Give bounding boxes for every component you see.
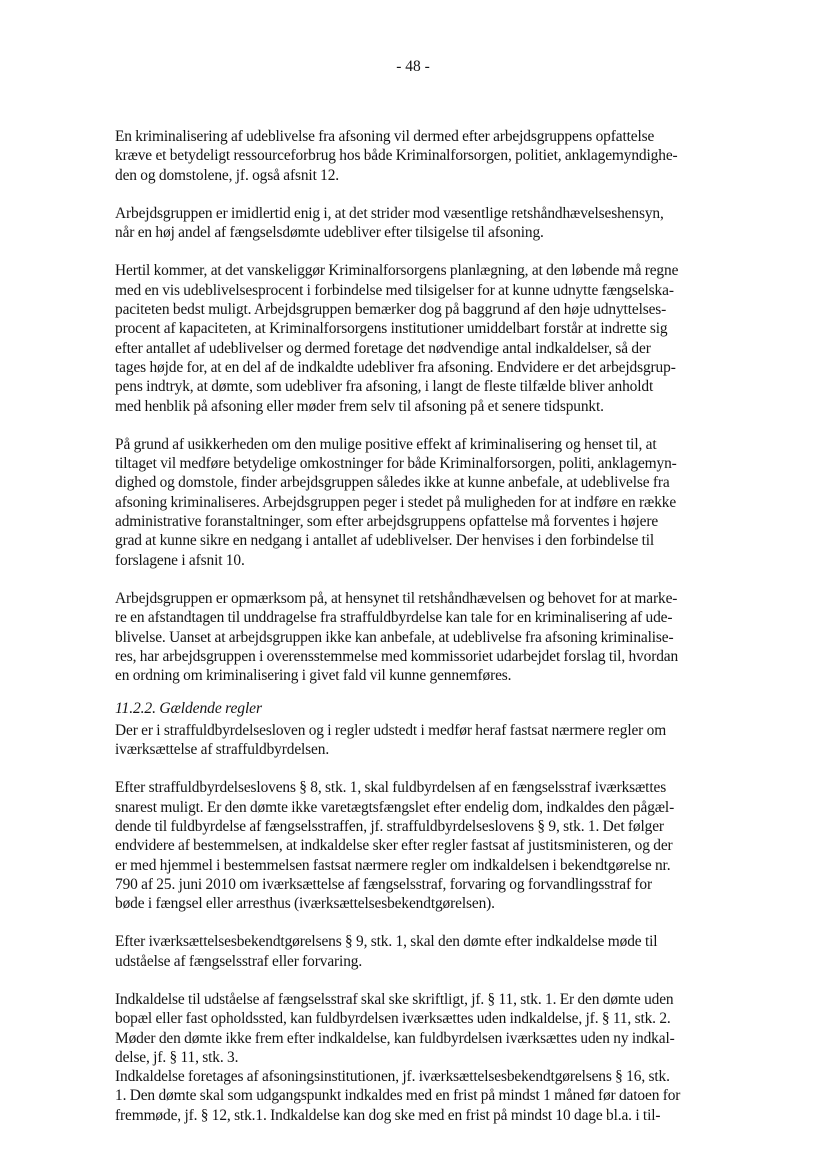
paragraph-9: Indkaldelse til udståelse af fængselsstraf skal ske skriftligt, jf. § 11, stk. 1. Er den dømte uden bopæl eller fast opholdssted, kan fuldbyrdelsen iværksættes uden indkaldelse, jf. § 11, stk. 2. Møder den dømte ikke frem efter indkaldelse, kan fuldbyrdelsen iværksættes uden ny indkal- delse, jf. § 11, stk. 3. (115, 990, 675, 1066)
paragraph-1: En kriminalisering af udeblivelse fra afsoning vil dermed efter arbejdsgruppens opfattelse kræve et betydeligt ressourceforbrug hos både Kriminalforsorgen, politiet, anklagemyndighe- den og domstolene, jf. også afsnit 12. (115, 128, 678, 184)
document-body (115, 127, 733, 1125)
section-heading: 11.2.2. Gældende regler (115, 700, 262, 718)
paragraph-10: Indkaldelse foretages af afsoningsinstitutionen, jf. iværksættelsesbekendtgørelsens § 16, stk. 1. Den dømte skal som udgangspunkt indkaldes med en frist på mindst 1 måned før datoen for fremmøde, jf. § 12, stk.1. Indkaldelse kan dog ske med en frist på mindst 10 dage bl.a. i til- (115, 1068, 681, 1124)
paragraph-2: Arbejdsgruppen er imidlertid enig i, at det strider mod væsentlige retshåndhævelseshensyn, når en høj andel af fængselsdømte udebliver efter tilsigelse til afsoning. (115, 204, 664, 242)
paragraph-4: På grund af usikkerheden om den mulige positive effekt af kriminalisering og henset til, at tiltaget vil medføre betydelige omkostninger for både Kriminalforsorgen, politi, anklagemyn- dighed og domstole, finder arbejdsgruppen således ikke at kunne anbefale, at udeblivelse fra afsoning kriminaliseres. Arbejdsgruppen peger i stedet på muligheden for at indføre en række administrative foranstaltninger, som efter arbejdsgruppens opfattelse må forventes i højere grad at kunne sikre en nedgang i antallet af udeblivelser. Der henvises i den forbindelse til forslagene i afsnit 10. (115, 435, 677, 569)
paragraph-6: Der er i straffuldbyrdelsesloven og i regler udstedt i medfør heraf fastsat nærmere regler om iværksættelse af straffuldbyrdelsen. (115, 721, 667, 759)
page-number: - 48 - (396, 58, 430, 75)
paragraph-5: Arbejdsgruppen er opmærksom på, at hensynet til retshåndhævelsen og behovet for at marke- re en afstandtagen til unddragelse fra straffuldbyrdelse kan tale for en kriminalisering af ude- blivelse. Uanset at arbejdsgruppen ikke kan anbefale, at udeblivelse fra afsoning kriminalise- res, har arbejdsgruppen i overensstemmelse med kommissoriet udarbejdet forslag til, hvordan en ordning om kriminalisering i givet fald vil kunne gennemføres. (115, 589, 679, 685)
paragraph-7: Efter straffuldbyrdelseslovens § 8, stk. 1, skal fuldbyrdelsen af en fængselsstraf iværksættes snarest muligt. Er den dømte ikke varetægtsfængslet efter endelig dom, indkaldes den pågæl- dende til fuldbyrdelse af fængselsstraffen, jf. straffuldbyrdelseslovens § 9, stk. 1. Det følger endvidere af bestemmelsen, at indkaldelse sker efter regler fastsat af justitsministeren, og der er med hjemmel i bestemmelsen fastsat nærmere regler om indkaldelsen i bekendtgørelse nr. 790 af 25. juni 2010 om iværksættelse af fængselsstraf, forvaring og forvandlingsstraf for bøde i fængsel eller arresthus (iværksættelsesbekendtgørelsen). (115, 779, 675, 913)
paragraph-8: Efter iværksættelsesbekendtgørelsens § 9, stk. 1, skal den dømte efter indkaldelse møde til udståelse af fængselsstraf eller forvaring. (115, 933, 658, 970)
paragraph-3: Hertil kommer, at det vanskeliggør Kriminalforsorgens planlægning, at den løbende må regne med en vis udeblivelsesprocent i forbindelse med tilsigelser for at kunne udnytte fængselska- paciteten bedst muligt. Arbejdsgruppen bemærker dog på baggrund af den høje udnyttelses- procent af kapaciteten, at Kriminalforsorgens institutioner umiddelbart forstår at indrette sig efter antallet af udeblivelser og dermed foretage det nødvendige antal indkaldelser, så der tages højde for, at en del af de indkaldte udebliver fra afsoning. Endvidere er det arbejdsgrup- pens indtryk, at dømte, som udebliver fra afsoning, i langt de fleste tilfælde bliver anholdt med henblik på afsoning eller møder frem selv til afsoning på et senere tidspunkt. (115, 262, 679, 415)
